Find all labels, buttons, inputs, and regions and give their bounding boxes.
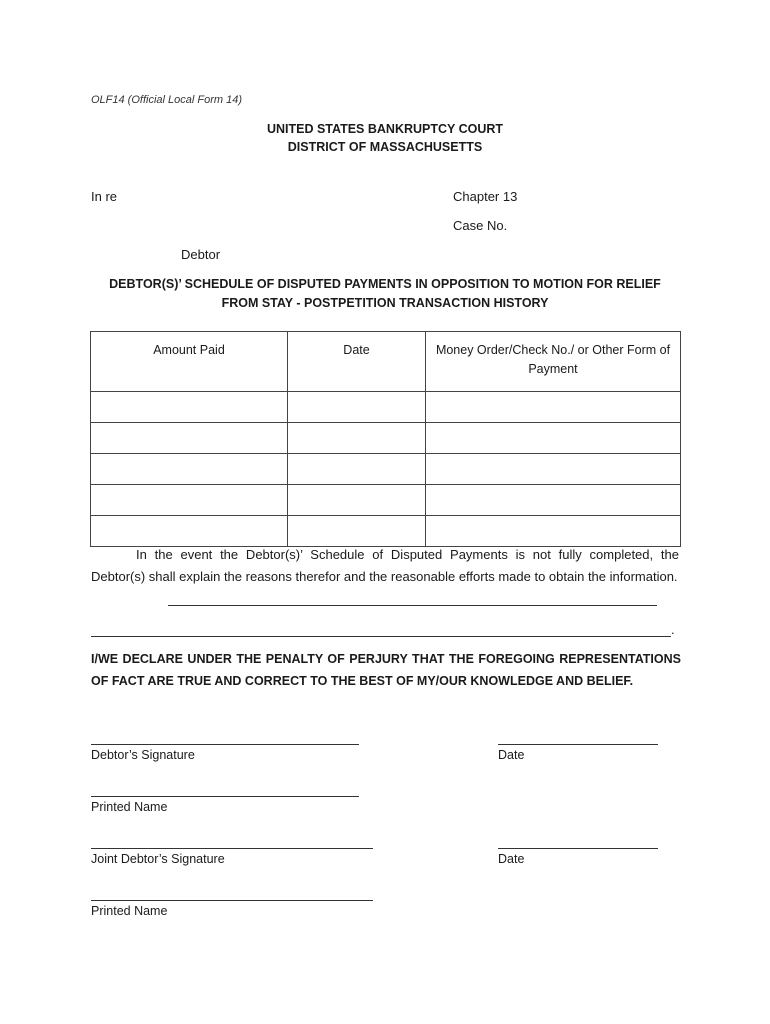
- date-line-2[interactable]: [498, 848, 658, 849]
- schedule-title-line-2: FROM STAY - POSTPETITION TRANSACTION HISTORY: [221, 296, 549, 310]
- amount-paid-cell[interactable]: [91, 392, 288, 423]
- printed-name-line-2[interactable]: [91, 900, 373, 901]
- amount-paid-cell[interactable]: [91, 423, 288, 454]
- case-number-label: Case No.: [453, 218, 508, 233]
- date-line-1[interactable]: [498, 744, 658, 745]
- table-row: [91, 454, 681, 485]
- debtor-label: Debtor: [181, 247, 221, 262]
- explanation-line-1[interactable]: [168, 605, 657, 606]
- date-cell[interactable]: [288, 423, 426, 454]
- amount-paid-cell[interactable]: [91, 485, 288, 516]
- form-identifier: OLF14 (Official Local Form 14): [91, 94, 242, 106]
- table-row: [91, 485, 681, 516]
- column-header-date: Date: [288, 332, 426, 392]
- table-row: [91, 516, 681, 547]
- debtor-signature-line[interactable]: [91, 744, 359, 745]
- date-cell[interactable]: [288, 485, 426, 516]
- payment-form-cell[interactable]: [426, 423, 681, 454]
- date-cell[interactable]: [288, 516, 426, 547]
- date-label-1: Date: [498, 748, 525, 762]
- column-header-amount-paid: Amount Paid: [91, 332, 288, 392]
- amount-paid-cell[interactable]: [91, 516, 288, 547]
- explanation-end-mark: .: [671, 622, 675, 637]
- printed-name-label-2: Printed Name: [91, 904, 168, 918]
- incomplete-schedule-instructions: In the event the Debtor(s)’ Schedule of Disputed Payments is not fully completed, the Debtor(s) shall explain the reasons therefor and the reasonable efforts made to obtain the information.: [91, 547, 679, 584]
- column-header-payment-form: Money Order/Check No./ or Other Form of Payment: [426, 332, 681, 392]
- printed-name-label-1: Printed Name: [91, 800, 168, 814]
- date-cell[interactable]: [288, 392, 426, 423]
- court-district: DISTRICT OF MASSACHUSETTS: [287, 140, 483, 154]
- disputed-payments-table: [90, 331, 681, 547]
- date-cell[interactable]: [288, 454, 426, 485]
- date-label-2: Date: [498, 852, 525, 866]
- explanation-line-2[interactable]: [91, 636, 671, 637]
- payment-form-cell[interactable]: [426, 392, 681, 423]
- joint-debtor-signature-line[interactable]: [91, 848, 373, 849]
- payment-form-cell[interactable]: [426, 485, 681, 516]
- joint-debtor-signature-label: Joint Debtor’s Signature: [91, 852, 225, 866]
- table-header-row: [91, 332, 681, 392]
- printed-name-line-1[interactable]: [91, 796, 359, 797]
- amount-paid-cell[interactable]: [91, 454, 288, 485]
- court-name: UNITED STATES BANKRUPTCY COURT: [266, 122, 504, 136]
- perjury-declaration: I/WE DECLARE UNDER THE PENALTY OF PERJURY THAT THE FOREGOING REPRESENTATIONS OF FACT ARE TRUE AND CORRECT TO THE BEST OF MY/OUR KNOWLEDGE AND BELIEF.: [91, 652, 681, 688]
- chapter-label: Chapter 13: [453, 189, 518, 204]
- table-row: [91, 423, 681, 454]
- debtor-signature-label: Debtor’s Signature: [91, 748, 195, 762]
- table-row: [91, 392, 681, 423]
- schedule-title-line-1: DEBTOR(S)’ SCHEDULE OF DISPUTED PAYMENTS IN OPPOSITION TO MOTION FOR RELIEF: [109, 277, 661, 291]
- payment-form-cell[interactable]: [426, 454, 681, 485]
- payment-form-cell[interactable]: [426, 516, 681, 547]
- in-re-label: In re: [91, 189, 118, 204]
